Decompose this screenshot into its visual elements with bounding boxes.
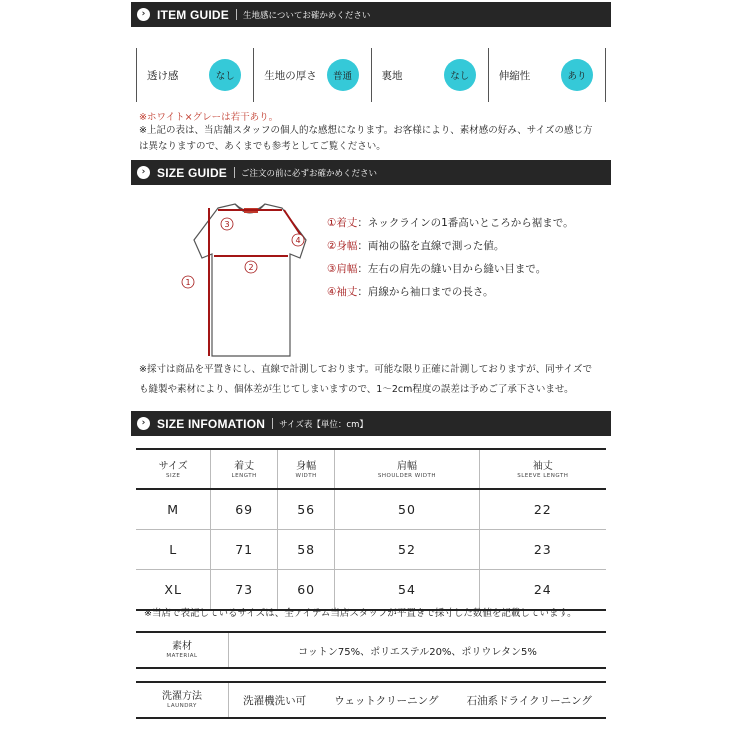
- table-cell: 23: [479, 530, 606, 570]
- marker-4: 4: [295, 236, 301, 245]
- marker-3: 3: [224, 220, 230, 229]
- guide-badge: なし: [209, 59, 241, 91]
- size-info-subtitle: サイズ表【単位：cm】: [279, 419, 368, 430]
- legend-item: [327, 235, 574, 258]
- material-value: コットン75%、ポリエステル20%、ポリウレタン5%: [298, 646, 537, 658]
- chevron-right-icon: ›: [137, 417, 150, 430]
- guide-cell-transparency: [136, 48, 253, 102]
- laundry-label: [136, 683, 229, 717]
- table-cell: 69: [211, 489, 278, 530]
- table-cell: 22: [479, 489, 606, 530]
- legend-item: [327, 281, 574, 304]
- legend-desc: ：ネックラインの1番高いところから裾まで。: [357, 217, 574, 229]
- size-table-header: [136, 449, 606, 489]
- material-label-en: MATERIAL: [166, 653, 198, 659]
- legend-desc: ：両袖の脇を直線で測った値。: [357, 240, 505, 252]
- guide-cell-thickness: [253, 48, 370, 102]
- header-sleeve: 袖丈 SLEEVE LENGTH: [479, 449, 606, 489]
- table-cell: 24: [479, 570, 606, 611]
- header-size: サイズ SIZE: [158, 460, 188, 479]
- tshirt-diagram: [180, 196, 320, 358]
- table-cell: 71: [211, 530, 278, 570]
- guide-note-line-2: は異なりますので、あくまでも参考としてご覧ください。: [139, 141, 386, 152]
- size-info-header: [131, 411, 611, 436]
- header-shoulder: 肩幅 SHOULDER WIDTH: [335, 449, 479, 489]
- laundry-value: 石油系ドライクリーニング: [466, 694, 592, 707]
- item-guide-row: [136, 48, 606, 102]
- legend-item: [327, 212, 574, 235]
- divider: [272, 418, 273, 429]
- legend-key: ④袖丈: [327, 286, 358, 298]
- table-cell: 54: [335, 570, 479, 611]
- guide-cell-stretch: [488, 48, 606, 102]
- table-cell: L: [136, 530, 211, 570]
- measure-note-line-1: ※採寸は商品を平置きにし、直線で計測しております。可能な限り正確に計測しておりますが、同サイズで: [139, 364, 592, 375]
- divider: [234, 167, 235, 178]
- measure-note-line-2: も縫製や素材により、個体差が生じてしまいますので、1〜2cm程度の誤差は予めご了承下さいませ。: [139, 384, 574, 395]
- header-width: 身幅 WIDTH: [277, 449, 334, 489]
- legend-key: ③肩幅: [327, 263, 358, 275]
- divider: [236, 9, 237, 20]
- size-legend: [327, 212, 574, 304]
- legend-desc: ：肩線から袖口までの長さ。: [357, 286, 494, 298]
- item-guide-header: [131, 2, 611, 27]
- material-label: [136, 633, 229, 667]
- table-cell: 50: [335, 489, 479, 530]
- guide-label: 生地の厚さ: [264, 69, 317, 82]
- color-note: ※ホワイト×グレーは若干あり。: [139, 112, 279, 123]
- legend-key: ①着丈: [327, 217, 358, 229]
- chevron-right-icon: ›: [137, 166, 150, 179]
- legend-item: [327, 258, 574, 281]
- size-table: [136, 448, 606, 611]
- material-label-jp: 素材: [172, 641, 192, 652]
- size-guide-title: SIZE GUIDE: [157, 165, 228, 180]
- marker-2: 2: [248, 263, 254, 272]
- size-guide-header: [131, 160, 611, 185]
- guide-label: 裏地: [381, 69, 403, 82]
- guide-label: 透け感: [147, 69, 179, 82]
- laundry-values: [229, 683, 606, 717]
- laundry-row: [136, 681, 606, 719]
- table-cell: 73: [211, 570, 278, 611]
- chevron-right-icon: ›: [137, 8, 150, 21]
- table-cell: 52: [335, 530, 479, 570]
- guide-note-line-1: ※上記の表は、当店舗スタッフの個人的な感想になります。お客様により、素材感の好み、サイズの感じ方: [139, 125, 593, 136]
- table-row: [136, 530, 606, 570]
- guide-badge: 普通: [327, 59, 359, 91]
- guide-label: 伸縮性: [498, 69, 531, 82]
- size-guide-subtitle: ご注文の前に必ずお確かめください: [241, 168, 378, 179]
- marker-1: 1: [185, 278, 191, 287]
- header-length: 着丈 LENGTH: [211, 449, 278, 489]
- legend-key: ②身幅: [327, 240, 358, 252]
- guide-cell-lining: [371, 48, 488, 102]
- item-guide-title: ITEM GUIDE: [157, 7, 230, 22]
- table-row: [136, 570, 606, 611]
- table-cell: M: [136, 489, 211, 530]
- laundry-label-jp: 洗濯方法: [162, 691, 202, 702]
- guide-badge: なし: [444, 59, 476, 91]
- table-cell: 56: [277, 489, 334, 530]
- item-guide-subtitle: 生地感についてお確かめください: [243, 10, 371, 21]
- size-info-title: SIZE INFOMATION: [157, 416, 266, 431]
- table-cell: 58: [277, 530, 334, 570]
- material-row: [136, 631, 606, 669]
- laundry-value: 洗濯機洗い可: [243, 694, 307, 707]
- table-row: [136, 489, 606, 530]
- legend-desc: ：左右の肩先の縫い目から縫い目まで。: [357, 263, 547, 275]
- table-cell: 60: [277, 570, 334, 611]
- laundry-label-en: LAUNDRY: [167, 703, 197, 709]
- guide-badge: あり: [561, 59, 593, 91]
- laundry-value: ウェットクリーニング: [334, 694, 439, 707]
- table-cell: XL: [136, 570, 211, 611]
- size-table-note: ※当店で表記しているサイズは、全アイテム当店スタッフが平置きで採寸した数値を記載しています。: [144, 608, 577, 619]
